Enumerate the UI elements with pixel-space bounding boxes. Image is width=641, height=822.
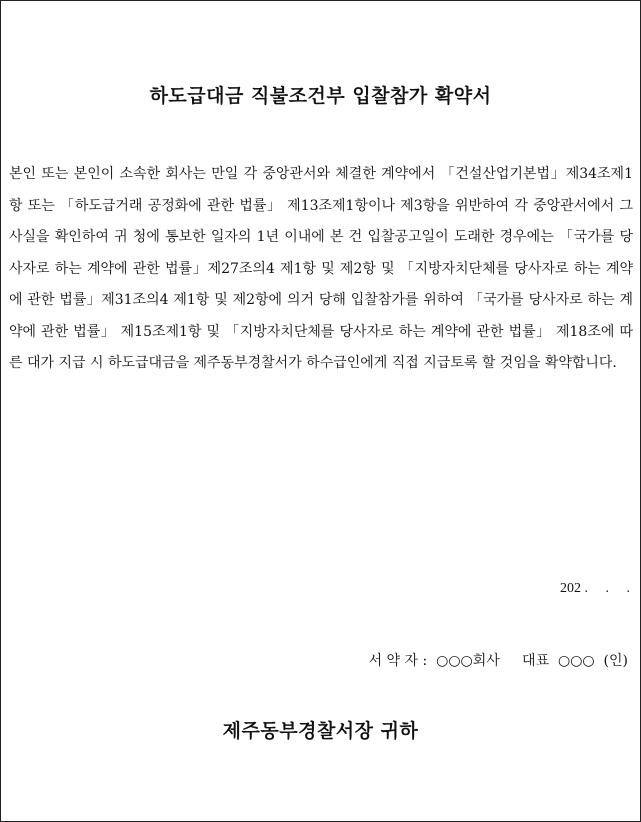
signature-line: 서 약 자 : ○○○회사 대표 ○○○ (인): [368, 653, 628, 669]
document-body-paragraph: 본인 또는 본인이 소속한 회사는 만일 각 중앙관서와 체결한 계약에서 「건설산업기본법」제34조제1항 또는 「하도급거래 공정화에 관한 법률」 제13조제1항이나 제3항을 위반하여 각 중앙관서에서 그 사실을 확인하여 귀 청에 통보한 일자의 1년 이내에 본 건 입찰공고일이 도래한 경우에는 「국가를 당사자로 하는 계약에 관한 법률」제27조의4 제1항 및 제2항 및 「지방자치단체를 당사자로 하는 계약에 관한 법률」제31조의4 제1항 및 제2항에 의거 당해 입찰참가를 위하여 「국가를 당사자로 하는 계약에 관한 법률」 제15조제1항 및 「지방자치단체를 당사자로 하는 계약에 관한 법률」 제18조에 따른 대가 지급 시 하도급대금을 제주동부경찰서가 하수급인에게 직접 지급토록 할 것임을 확약합니다.: [9, 166, 633, 371]
date-line: 202 . . .: [560, 581, 630, 596]
document-title: 하도급대금 직불조건부 입찰참가 확약서: [149, 85, 492, 107]
recipient-line: 제주동부경찰서장 귀하: [222, 720, 419, 742]
